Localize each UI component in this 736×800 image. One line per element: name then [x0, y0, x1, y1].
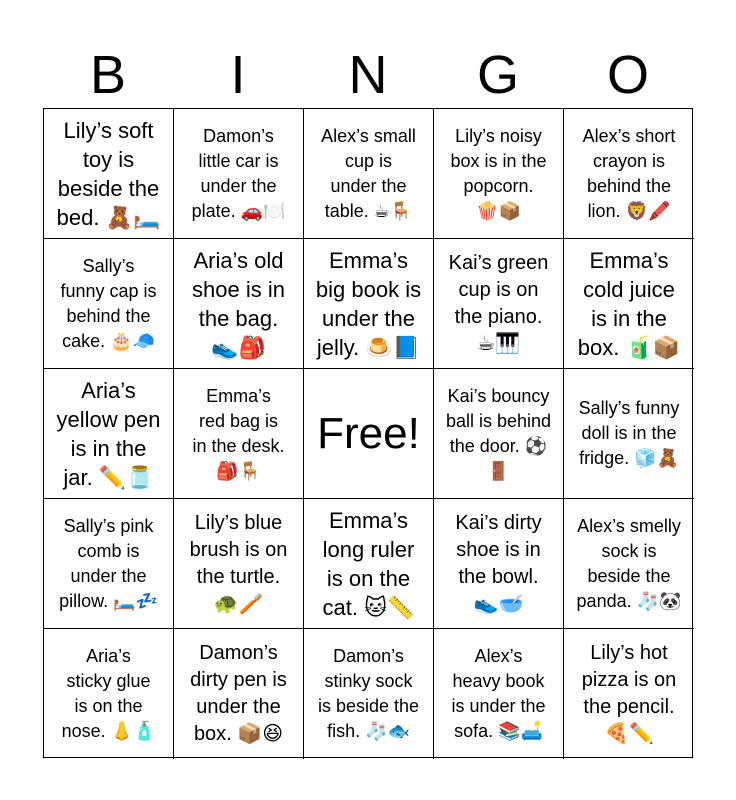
- header-letter-g: G: [476, 45, 519, 105]
- bingo-cell-text: Aria’s yellow pen is in the jar. ✏️🫙: [56, 377, 161, 490]
- bingo-cell-text: Damon’s dirty pen is under the box. 📦😆: [190, 642, 287, 745]
- header-letter-i: I: [230, 45, 246, 105]
- bingo-cell-text: Sally’s funny cap is behind the cake. 🎂🧢: [60, 255, 157, 351]
- bingo-board: [43, 108, 693, 758]
- bingo-cell-text: Sally’s funny doll is in the fridge. 🧊🧸: [578, 398, 680, 468]
- bingo-cell-text: Lily’s hot pizza is on the pencil. 🍕✏️: [581, 642, 677, 745]
- bingo-cell-text: Sally’s pink comb is under the pillow. 🛏️💤: [59, 515, 158, 611]
- bingo-cell-free[interactable]: [304, 369, 434, 499]
- bingo-cell-text: Kai’s bouncy ball is behind the door. ⚽ 🚪: [445, 385, 552, 481]
- bingo-cell[interactable]: [174, 499, 304, 629]
- bingo-cell-text: Alex’s small cup is under the table. ☕🪑: [321, 125, 416, 221]
- bingo-cell-text: Kai’s dirty shoe is in the bowl. 👟🥣: [455, 511, 542, 615]
- bingo-cell-text: Kai’s green cup is on the piano. ☕🎹: [448, 251, 549, 355]
- free-space-label: Free!: [317, 408, 420, 458]
- bingo-cell-text: Lily’s soft toy is beside the bed. 🧸🛏️: [56, 117, 161, 230]
- header-letter-b: B: [89, 45, 127, 105]
- bingo-cell[interactable]: [304, 629, 434, 759]
- bingo-cell[interactable]: [174, 369, 304, 499]
- bingo-cell-text: Lily’s blue brush is on the turtle. 🐢🪥: [189, 511, 288, 615]
- bingo-cell-text: Emma’s red bag is in the desk. 🎒🪑: [192, 385, 285, 481]
- bingo-cell[interactable]: [564, 109, 694, 239]
- bingo-cell[interactable]: [434, 369, 564, 499]
- bingo-cell-text: Emma’s long ruler is on the cat. 🐱📏: [322, 507, 415, 620]
- bingo-cell[interactable]: [174, 239, 304, 369]
- bingo-cell[interactable]: [44, 109, 174, 239]
- bingo-cell[interactable]: [174, 629, 304, 759]
- bingo-cell[interactable]: [434, 629, 564, 759]
- bingo-cell[interactable]: [304, 109, 434, 239]
- header-letter-o: O: [606, 45, 649, 105]
- header-letter-n: N: [348, 45, 388, 105]
- bingo-cell[interactable]: [174, 109, 304, 239]
- bingo-cell-text: Alex’s smelly sock is beside the panda. 🧦🐼: [576, 515, 682, 611]
- bingo-cell-text: Emma’s big book is under the jelly. 🍮📘: [315, 247, 422, 360]
- bingo-cell[interactable]: [564, 239, 694, 369]
- bingo-cell-text: Emma’s cold juice is in the box. 🧃📦: [577, 247, 681, 360]
- bingo-cell[interactable]: [44, 369, 174, 499]
- bingo-cell-text: Alex’s heavy book is under the sofa. 📚🛋️: [451, 646, 546, 741]
- bingo-cell-text: Damon’s stinky sock is beside the fish. 🧦🐟: [317, 646, 420, 741]
- bingo-cell[interactable]: [44, 499, 174, 629]
- bingo-cell[interactable]: [304, 239, 434, 369]
- bingo-cell[interactable]: [564, 369, 694, 499]
- bingo-cell-text: Aria’s old shoe is in the bag. 👟🎒: [192, 247, 285, 360]
- bingo-cell[interactable]: [44, 629, 174, 759]
- bingo-cell-text: Lily’s noisy box is in the popcorn. 🍿📦: [450, 125, 547, 221]
- bingo-cell[interactable]: [434, 109, 564, 239]
- bingo-cell[interactable]: [434, 499, 564, 629]
- bingo-cell-text: Damon’s little car is under the plate. 🚗🍽️: [191, 125, 286, 221]
- bingo-cell[interactable]: [44, 239, 174, 369]
- bingo-cell[interactable]: [564, 499, 694, 629]
- bingo-cell[interactable]: [304, 499, 434, 629]
- bingo-cell[interactable]: [564, 629, 694, 759]
- bingo-cell-text: Alex’s short crayon is behind the lion. 🦁🖍️: [582, 125, 676, 221]
- bingo-cell[interactable]: [434, 239, 564, 369]
- bingo-header: [43, 45, 693, 105]
- bingo-cell-text: Aria’s sticky glue is on the nose. 👃🧴: [61, 646, 156, 741]
